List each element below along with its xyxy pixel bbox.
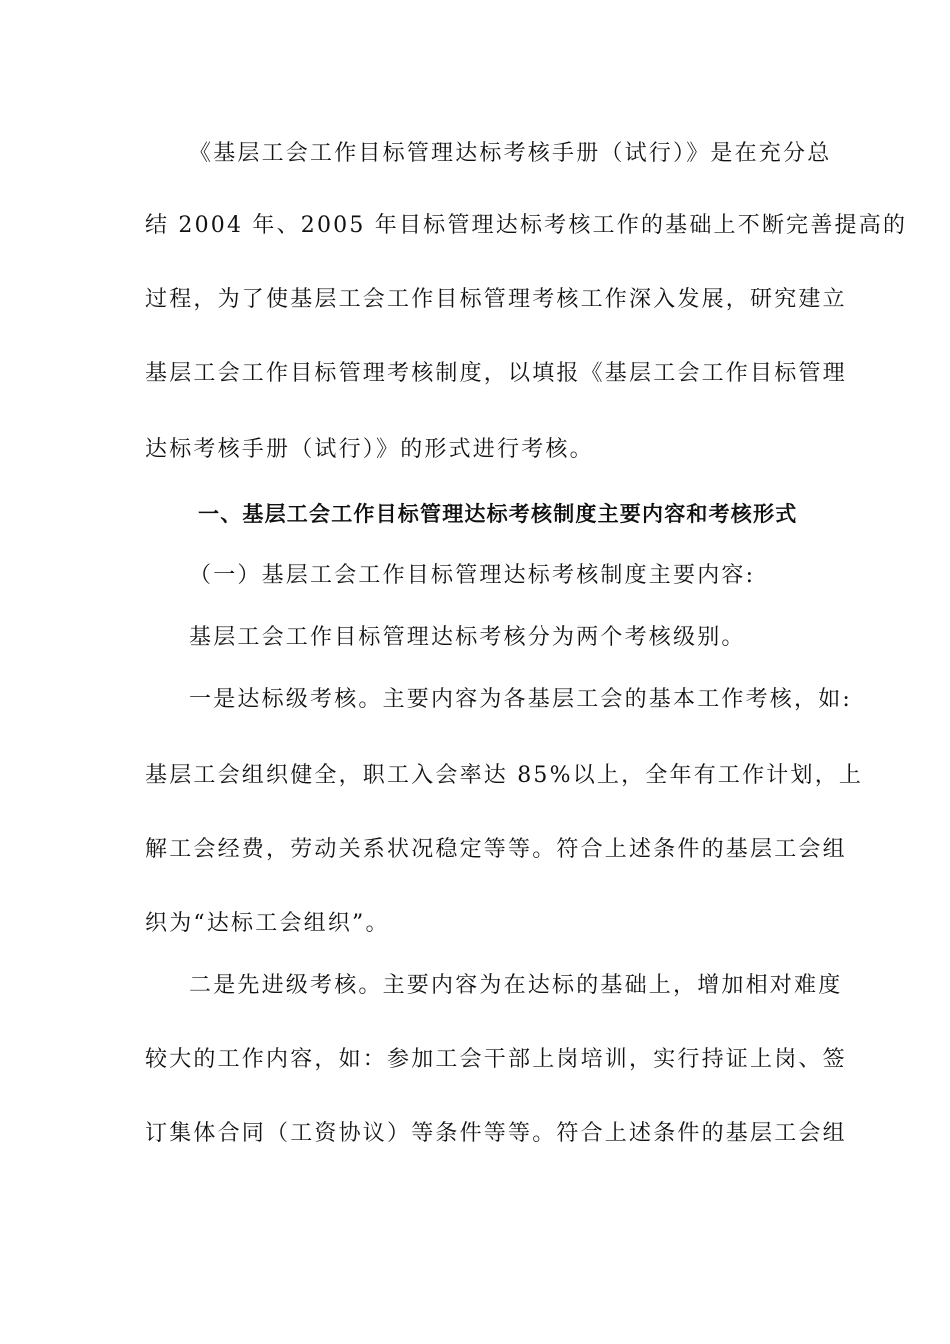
paragraph-3-line-4: 织为“达标工会组织”。 bbox=[145, 911, 390, 936]
paragraph-4-line-1: 二是先进级考核。主要内容为在达标的基础上，增加相对难度 bbox=[189, 973, 843, 998]
paragraph-3-line-1: 一是达标级考核。主要内容为各基层工会的基本工作考核，如: bbox=[189, 687, 853, 712]
paragraph-3-line-3: 解工会经费，劳动关系状况稳定等等。符合上述条件的基层工会组 bbox=[145, 837, 847, 862]
paragraph-4-line-2: 较大的工作内容，如：参加工会干部上岗培训，实行持证上岗、签 bbox=[145, 1047, 847, 1072]
paragraph-4-line-3: 订集体合同（工资协议）等条件等等。符合上述条件的基层工会组 bbox=[145, 1121, 847, 1146]
paragraph-1-line-1: 《基层工会工作目标管理达标考核手册（试行）》是在充分总 bbox=[189, 141, 832, 166]
subsection-heading: （一）基层工会工作目标管理达标考核制度主要内容: bbox=[189, 563, 756, 588]
paragraph-2-line-1: 基层工会工作目标管理达标考核分为两个考核级别。 bbox=[189, 625, 746, 650]
paragraph-1-line-2: 结 2004 年、2005 年目标管理达标考核工作的基础上不断完善提高的 bbox=[145, 213, 908, 238]
paragraph-3-line-2: 基层工会组织健全，职工入会率达 85%以上，全年有工作计划，上 bbox=[145, 763, 864, 788]
paragraph-1-line-4: 基层工会工作目标管理考核制度，以填报《基层工会工作目标管理 bbox=[145, 361, 847, 386]
paragraph-1-line-5: 达标考核手册（试行）》的形式进行考核。 bbox=[145, 437, 594, 462]
paragraph-1-line-3: 过程，为了使基层工会工作目标管理考核工作深入发展，研究建立 bbox=[145, 287, 847, 312]
section-heading: 一、基层工会工作目标管理达标考核制度主要内容和考核形式 bbox=[198, 502, 798, 526]
